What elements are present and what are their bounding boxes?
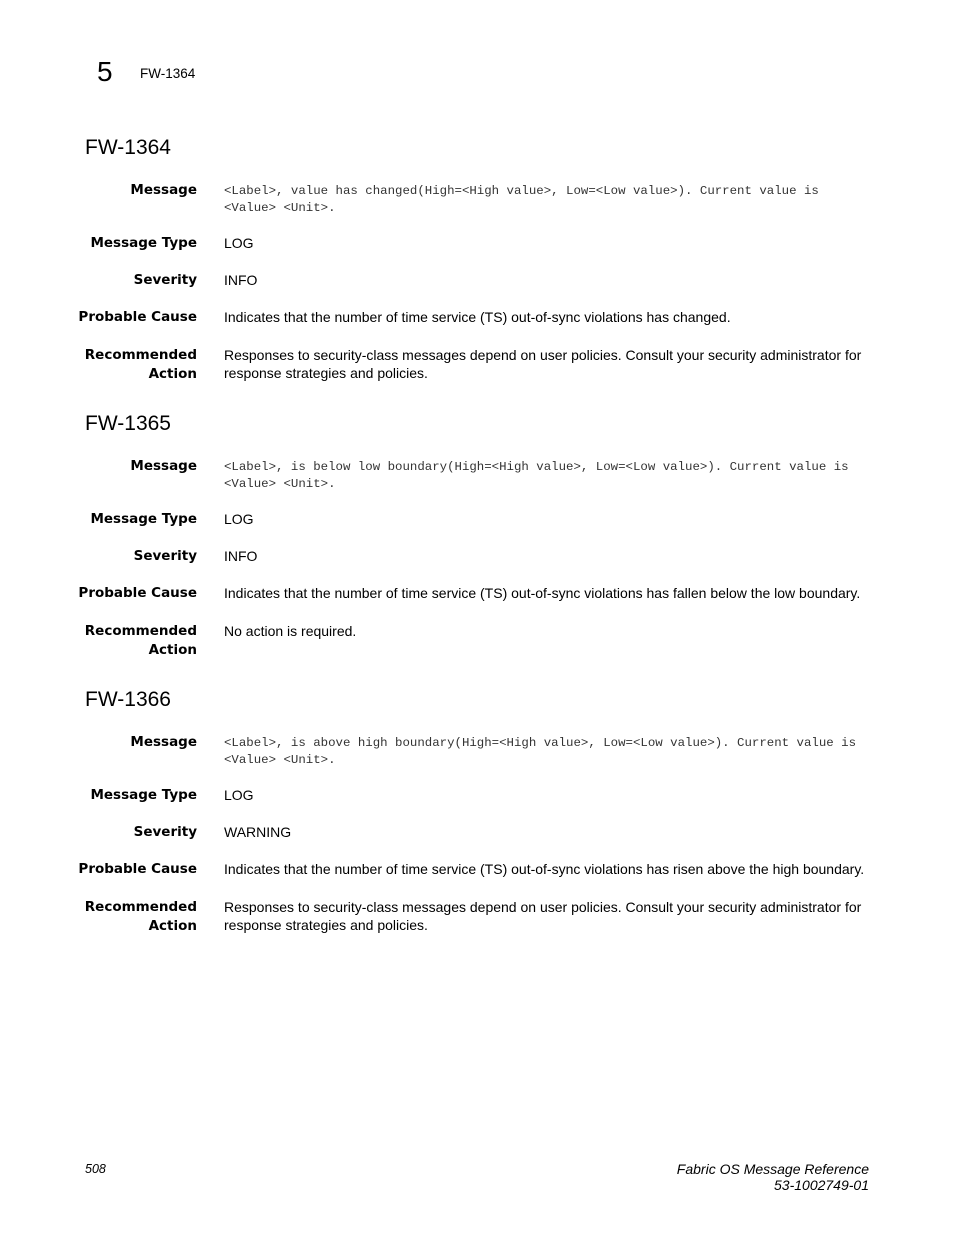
field-label: Severity bbox=[133, 548, 197, 564]
field-label: Recommended Action bbox=[84, 347, 197, 382]
field-label: Probable Cause bbox=[78, 861, 197, 877]
field-value: Indicates that the number of time service (TS) out-of-sync violations has fallen below the low boundary. bbox=[224, 585, 861, 601]
field-label: Message bbox=[130, 734, 197, 750]
field-label: Probable Cause bbox=[78, 309, 197, 325]
field-value: LOG bbox=[224, 235, 254, 251]
doc-title: Fabric OS Message Reference bbox=[676, 1161, 869, 1177]
field-label: Message Type bbox=[90, 235, 197, 251]
field-label: Severity bbox=[133, 272, 197, 288]
doc-number: 53-1002749-01 bbox=[774, 1177, 869, 1193]
chapter-number: 5 bbox=[97, 56, 113, 87]
field-label: Message Type bbox=[90, 511, 197, 527]
field-value: <Label>, is above high boundary(High=<High value>, Low=<Low value>). Current value is <Value> <Unit>. bbox=[224, 736, 857, 767]
field-value: LOG bbox=[224, 511, 254, 527]
field-label: Message Type bbox=[90, 787, 197, 803]
field-value: No action is required. bbox=[224, 623, 357, 639]
field-label: Message bbox=[130, 458, 197, 474]
page-footer-doc-info bbox=[677, 1161, 869, 1193]
field-value: INFO bbox=[224, 548, 258, 564]
field-label: Probable Cause bbox=[78, 585, 197, 601]
field-value: <Label>, value has changed(High=<High value>, Low=<Low value>). Current value is <Value> <Unit>. bbox=[224, 184, 819, 215]
running-header-code: FW-1364 bbox=[140, 66, 196, 81]
field-value: INFO bbox=[224, 272, 258, 288]
field-value: LOG bbox=[224, 787, 254, 803]
field-label: Recommended Action bbox=[84, 623, 197, 658]
field-value: Responses to security-class messages depend on user policies. Consult your security administrator for response strategies and policies. bbox=[224, 347, 862, 381]
field-value: WARNING bbox=[224, 824, 292, 840]
field-value: Indicates that the number of time service (TS) out-of-sync violations has changed. bbox=[224, 309, 731, 325]
section-title: FW-1366 bbox=[85, 688, 171, 711]
section-title: FW-1365 bbox=[85, 412, 171, 435]
field-label: Severity bbox=[133, 824, 197, 840]
field-value: Responses to security-class messages depend on user policies. Consult your security administrator for response strategies and policies. bbox=[224, 899, 862, 933]
field-value: Indicates that the number of time service (TS) out-of-sync violations has risen above the high boundary. bbox=[224, 861, 865, 877]
field-label: Message bbox=[130, 182, 197, 198]
field-value: <Label>, is below low boundary(High=<High value>, Low=<Low value>). Current value is <Value> <Unit>. bbox=[224, 460, 849, 491]
page-number: 508 bbox=[85, 1162, 106, 1176]
section-title: FW-1364 bbox=[85, 136, 171, 159]
field-label: Recommended Action bbox=[84, 899, 197, 934]
